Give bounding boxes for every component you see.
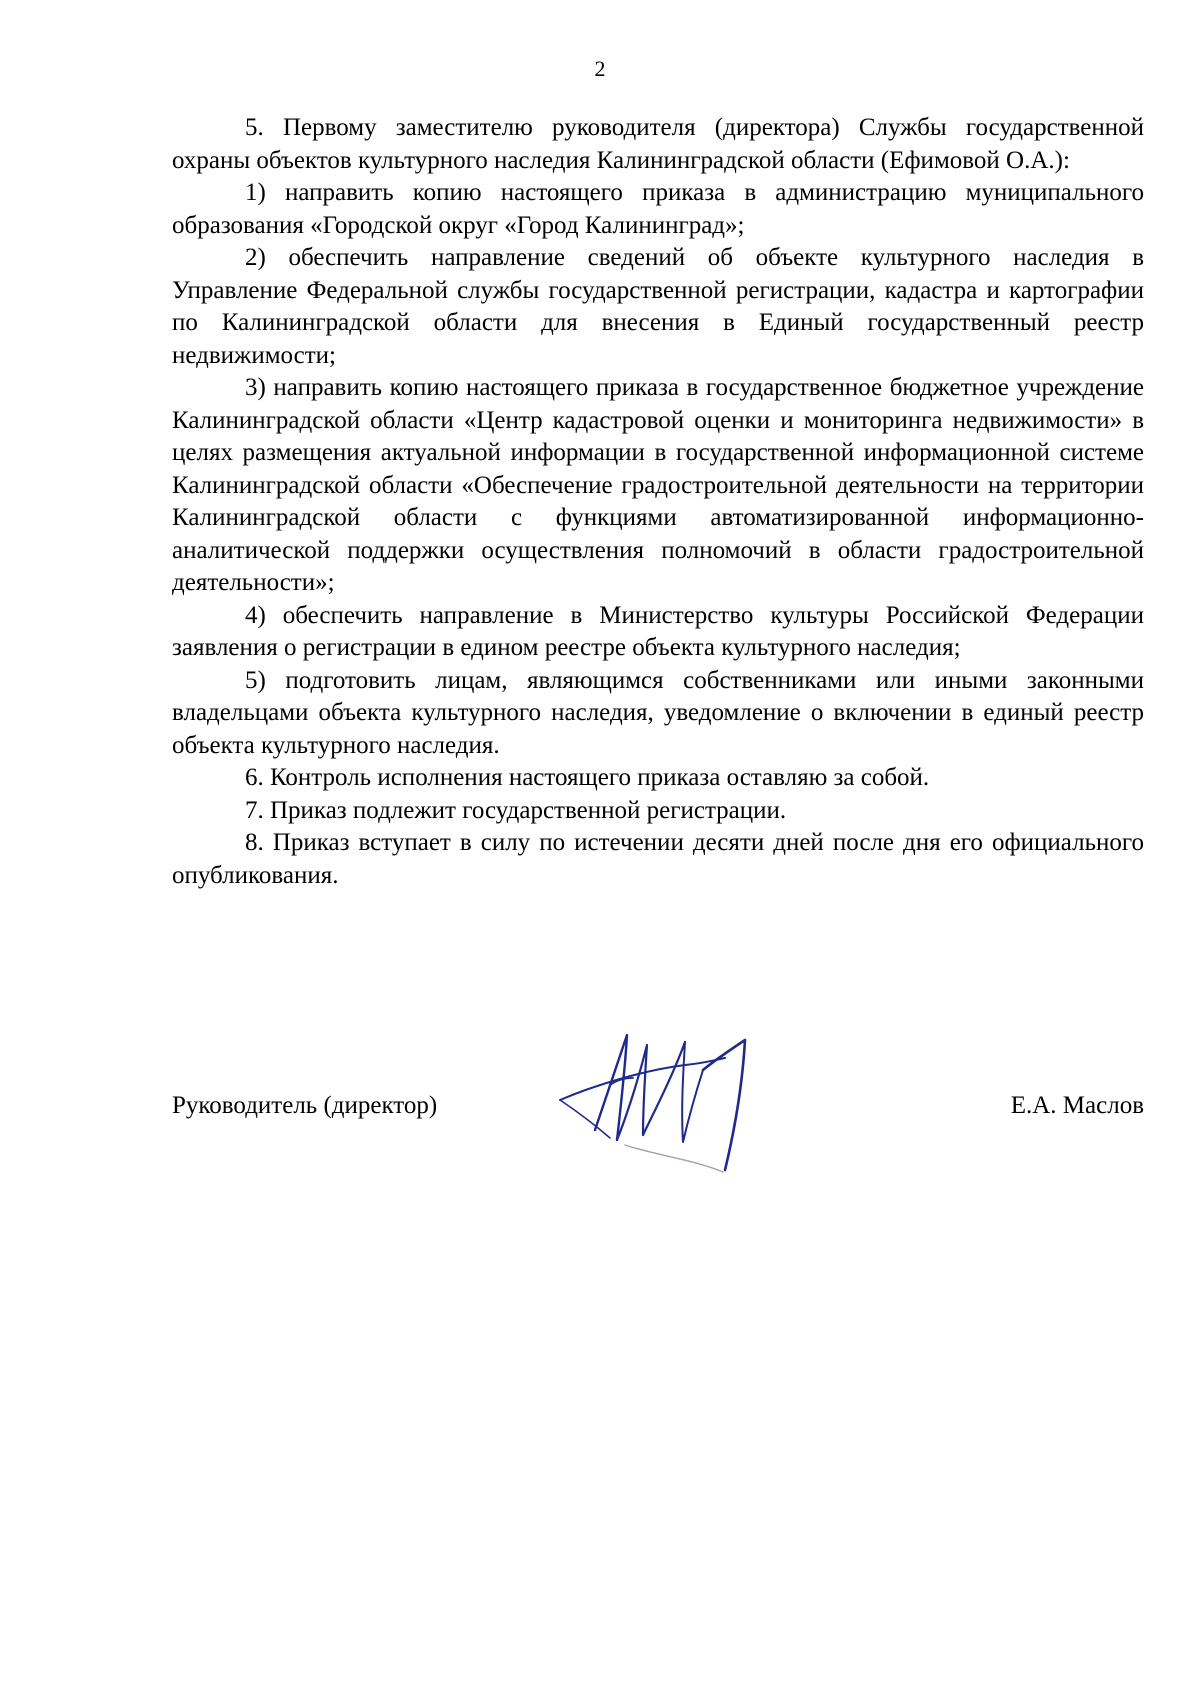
handwritten-signature [555, 1030, 795, 1200]
paragraph-item-6: 6. Контроль исполнения настоящего приказа оставляю за собой. [245, 764, 930, 791]
paragraph-subitem-2: 2) обеспечить направление сведений об объекте культурного наследия в Управление Федеральной службы государственной регистрации, кадастра и картографии по Калининградской области для внесения в Единый государственный реестр недвижимости; [172, 244, 1144, 369]
paragraph-subitem-4: 4) обеспечить направление в Министерство культуры Российской Федерации заявления о регистрации в едином реестре объекта культурного наследия; [172, 601, 1144, 661]
paragraph-subitem-1: 1) направить копию настоящего приказа в администрацию муниципального образования «Городской округ «Город Калининград»; [172, 179, 1144, 239]
paragraph-item-5: 5. Первому заместителю руководителя (директора) Службы государственной охраны объектов культурного наследия Калининградской области (Ефимовой О.А.): [172, 114, 1144, 174]
paragraph-subitem-3: 3) направить копию настоящего приказа в государственное бюджетное учреждение Калининградской области «Центр кадастровой оценки и мониторинга недвижимости» в целях размещения актуальной информации в государственной информационной системе Калининградской области «Обеспечение градостроительной деятельности на территории Калининградской области с функциями автоматизированной информационно-аналитической поддержки осуществления полномочий в области градостроительной деятельности»; [172, 374, 1144, 596]
signatory-name: Е.А. Маслов [1010, 1092, 1144, 1119]
paragraph-item-8: 8. Приказ вступает в силу по истечении десяти дней после дня его официального опубликования. [172, 829, 1144, 889]
paragraph-item-7: 7. Приказ подлежит государственной регистрации. [245, 796, 787, 824]
signature-block [172, 1090, 1144, 1250]
signatory-title: Руководитель (директор) [172, 1092, 438, 1119]
document-body [172, 112, 1144, 892]
page-number: 2 [594, 56, 606, 81]
paragraph-subitem-5: 5) подготовить лицам, являющимся собственниками или иными законными владельцами объекта культурного наследия, уведомление о включении в единый реестр объекта культурного наследия. [172, 666, 1144, 759]
